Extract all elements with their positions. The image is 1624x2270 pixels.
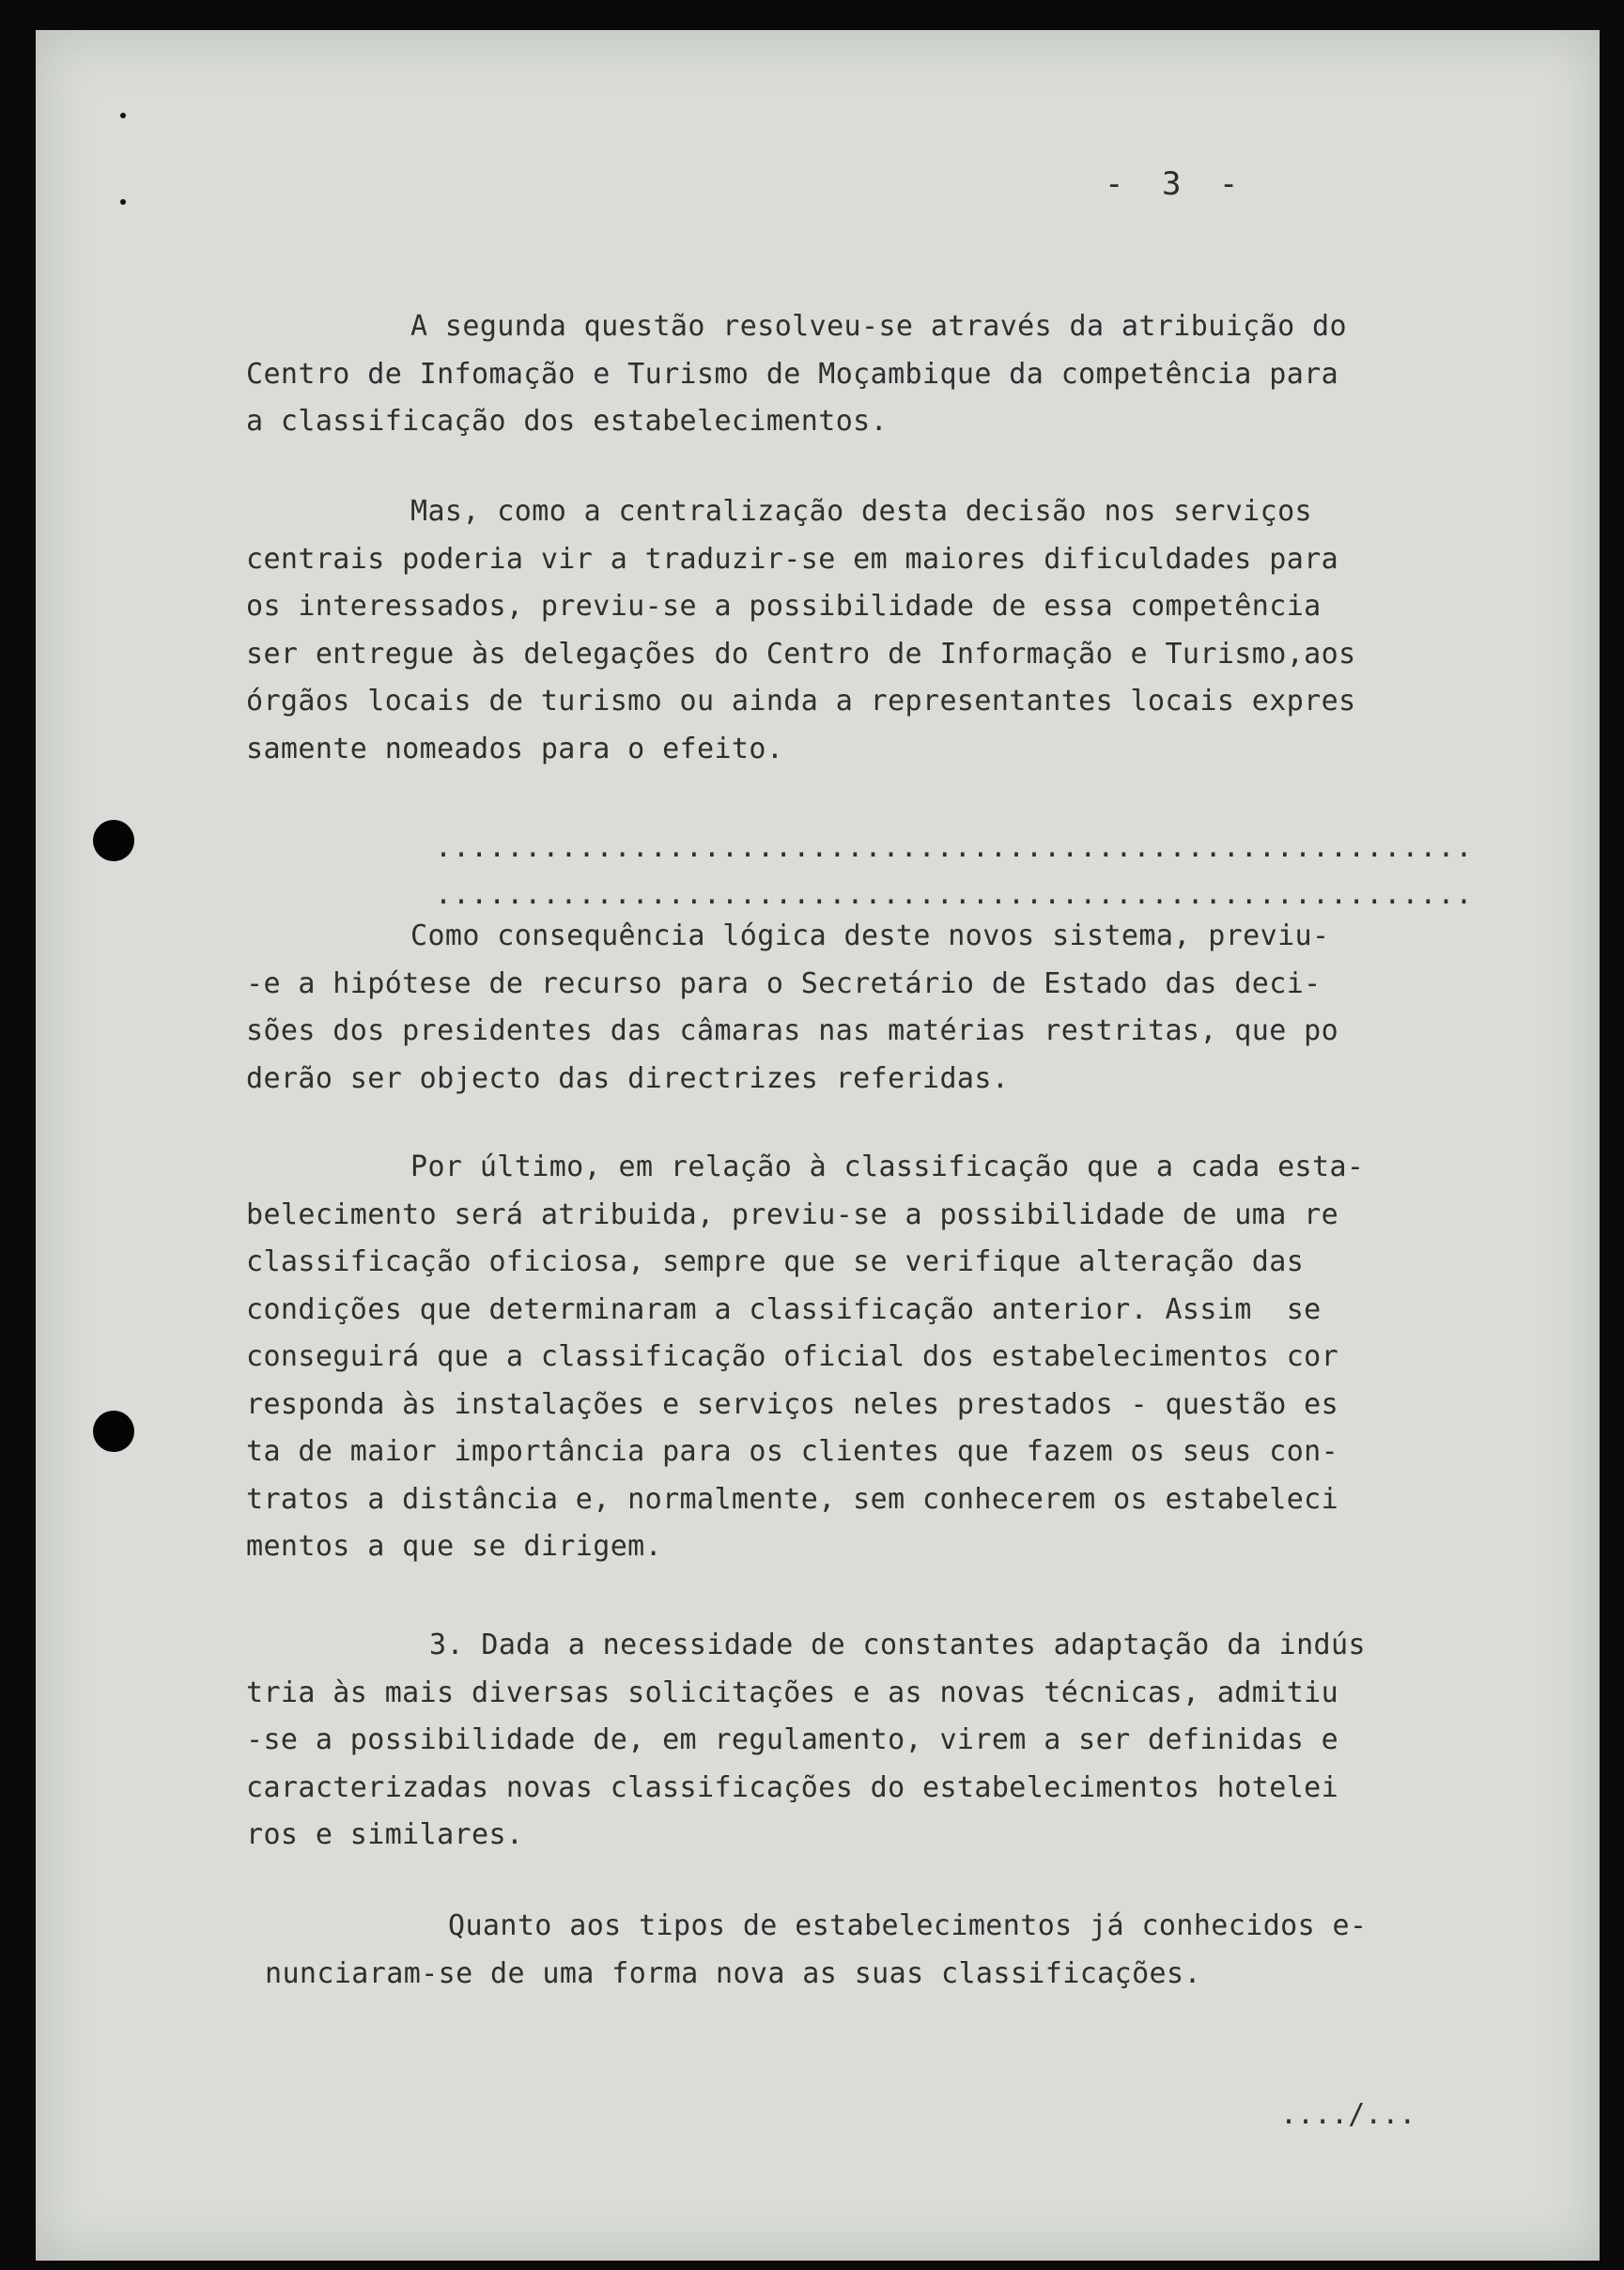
margin-speck bbox=[120, 199, 126, 205]
paragraph-new-classifications: 3. Dada a necessidade de constantes adaptação da indús tria às mais diversas solicitações e as novas técnicas, admitiu -se a possibilidade de, em regulamento, virem a ser definidas e caracterizadas novas classificações do estabelecimentos hotelei ros e similares. bbox=[246, 1629, 1366, 1851]
paragraph-classification-competence: A segunda questão resolveu-se através da atribuição do Centro de Infomação e Turismo de Moçambique da competência para a classificação dos estabelecimentos. bbox=[246, 310, 1347, 438]
paragraph-reclassification: Por último, em relação à classificação que a cada esta- belecimento será atribuida, previu-se a possibilidade de uma re classificação oficiosa, sempre que se verifique alteração das condições que determinaram a classificação anterior. Assim se conseguirá que a classificação oficial dos estabelecimentos cor responda às instalações e serviços neles prestados - questão es ta de maior importância para os clientes que fazem os seus con- tratos a distância e, normalmente, sem conhecerem os estabeleci mentos a que se dirigem. bbox=[246, 1150, 1365, 1563]
punch-hole-top bbox=[93, 820, 134, 861]
ellipsis-line: .......................................................... bbox=[435, 878, 1474, 911]
continuation-mark: ..../... bbox=[1280, 2098, 1416, 2131]
paragraph-establishment-types: Quanto aos tipos de estabelecimentos já conhecidos e- nunciaram-se de uma forma nova as suas classificações. bbox=[265, 1909, 1368, 1990]
page-number: - 3 - bbox=[1105, 165, 1248, 203]
ellipsis-line: .......................................................... bbox=[435, 831, 1474, 864]
paragraph-delegation: Mas, como a centralização desta decisão nos serviços centrais poderia vir a traduzir-se em maiores dificuldades para os interessados, previu-se a possibilidade de essa competência ser entregue às delegações do Centro de Informação e Turismo,aos órgãos locais de turismo ou ainda a representantes locais expres samente nomeados para o efeito. bbox=[246, 495, 1356, 765]
margin-speck bbox=[120, 113, 126, 118]
punch-hole-bottom bbox=[93, 1411, 134, 1452]
paragraph-appeal: Como consequência lógica deste novos sistema, previu- -e a hipótese de recurso para o Secretário de Estado das deci- sões dos presidentes das câmaras nas matérias restritas, que po derão ser objecto das directrizes referidas. bbox=[246, 919, 1339, 1095]
